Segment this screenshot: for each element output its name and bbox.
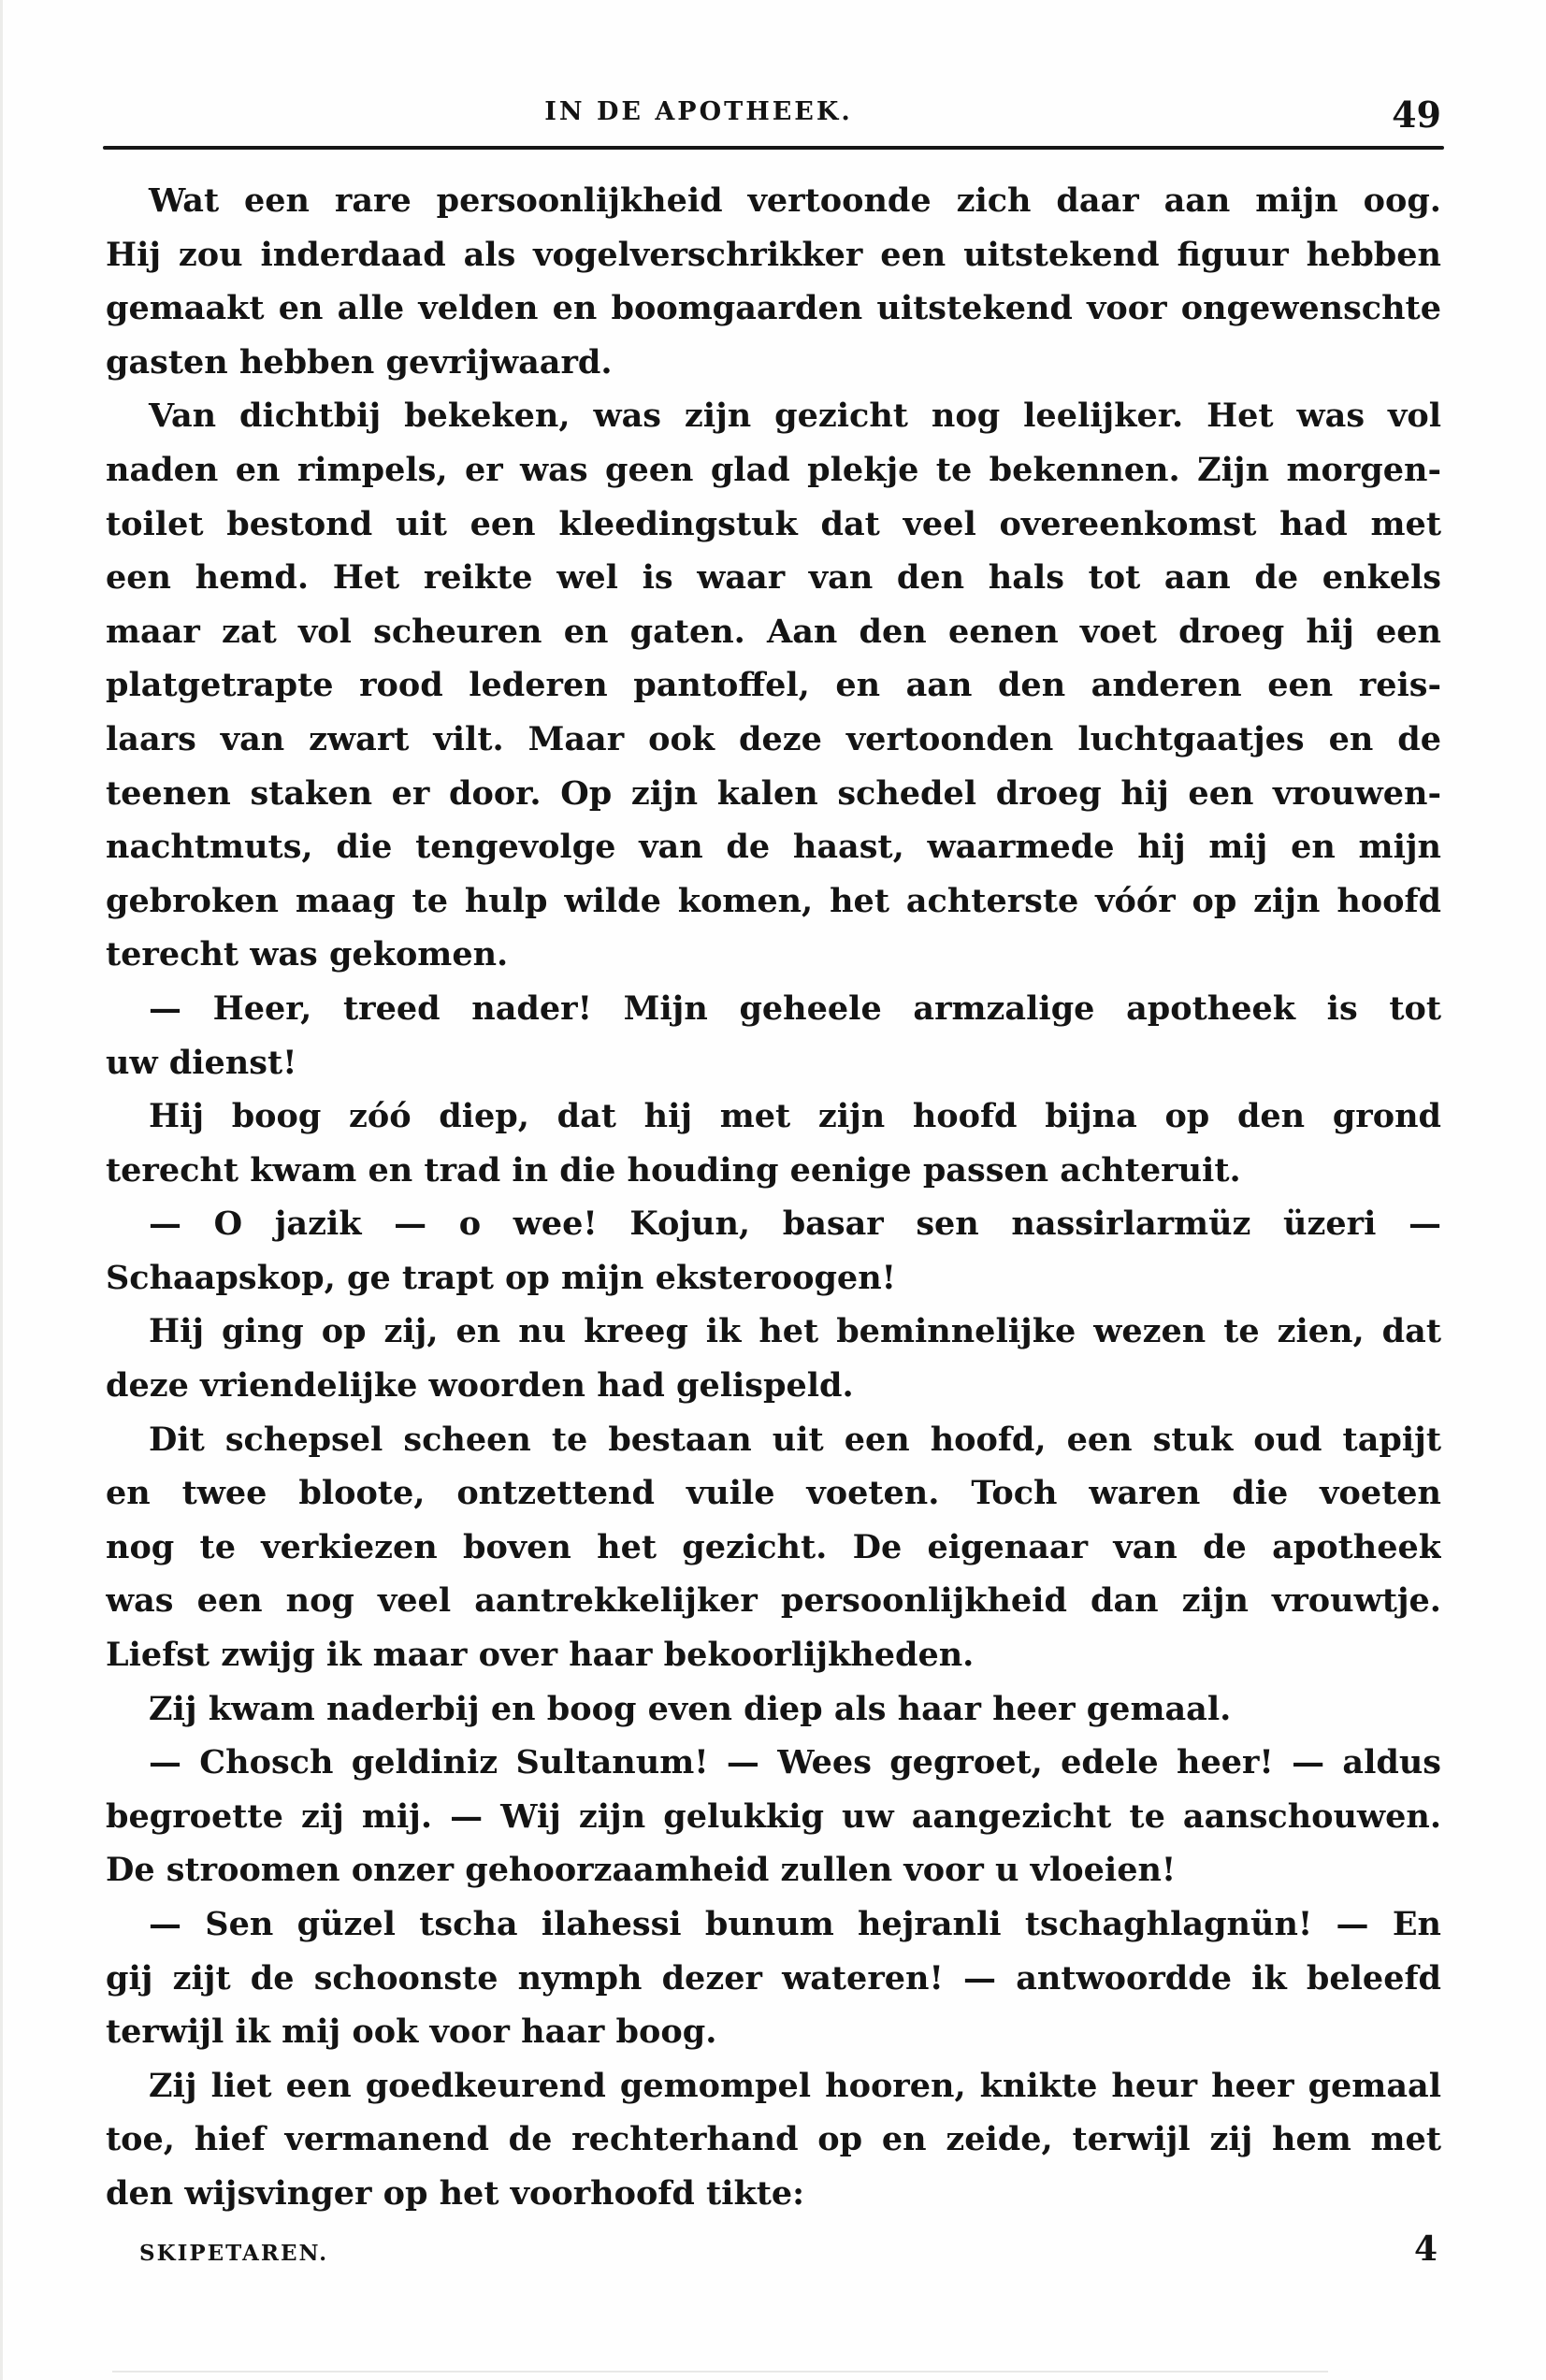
paragraph <box>106 1305 1441 1412</box>
paragraph <box>106 1197 1441 1305</box>
text-line: maar zat vol scheuren en gaten. Aan den eenen voet droeg hij een <box>106 612 1441 651</box>
text-line: Van dichtbij bekeken, was zijn gezicht nog leelijker. Het was vol <box>149 397 1441 436</box>
text-line: Wat een rare persoonlijkheid vertoonde zich daar aan mijn oog. <box>149 181 1441 220</box>
text-line: — Sen güzel tscha ilahessi bunum hejranli tschaghlagnün! — En <box>149 1905 1441 1943</box>
text-line: Schaapskop, ge trapt op mijn eksteroogen! <box>106 1258 897 1297</box>
text-line: gemaakt en alle velden en boomgaarden uitstekend voor ongewenschte <box>106 289 1441 328</box>
text-line: gij zijt de schoonste nymph dezer wateren! — antwoordde ik beleefd <box>106 1958 1441 1998</box>
text-line: Zij kwam naderbij en boog even diep als haar heer gemaal. <box>149 1689 1232 1728</box>
text-line: gasten hebben gevrijwaard. <box>106 342 613 382</box>
text-line: gebroken maag te hulp wilde komen, het achterste vóór op zijn hoofd <box>106 881 1441 920</box>
text-line: deze vriendelijke woorden had gelispeld. <box>106 1366 854 1406</box>
text-line: Hij ging op zij, en nu kreeg ik het beminnelijke wezen te zien, dat <box>149 1312 1441 1351</box>
text-line: Dit schepsel scheen te bestaan uit een hoofd, een stuk oud tapijt <box>149 1420 1441 1459</box>
page-footer <box>106 2229 1441 2276</box>
text-line: Zij liet een goedkeurend gemompel hooren, knikte heur heer gemaal <box>149 2066 1441 2105</box>
paragraph <box>106 1897 1441 2059</box>
text-line: nog te verkiezen boven het gezicht. De eigenaar van de apotheek <box>106 1527 1441 1566</box>
text-line: Hij boog zóó diep, dat hij met zijn hoofd bijna op den grond <box>149 1097 1441 1136</box>
text-line: begroette zij mij. — Wij zijn gelukkig uw aangezicht te aanschouwen. <box>106 1796 1441 1836</box>
paragraph <box>106 982 1441 1089</box>
signature-mark: SKIPETAREN. <box>139 2241 329 2266</box>
text-line: naden en rimpels, er was geen glad plekje te bekennen. Zijn morgen- <box>106 450 1441 489</box>
scan-edge-artifact-left <box>0 0 3 2380</box>
text-line: terecht was gekomen. <box>106 935 509 974</box>
text-line: uw dienst! <box>106 1043 297 1082</box>
text-line: toilet bestond uit een kleedingstuk dat veel overeenkomst had met <box>106 504 1441 543</box>
text-line: De stroomen onzer gehoorzaamheid zullen voor u vloeien! <box>106 1851 1177 1890</box>
paragraph <box>106 2059 1441 2221</box>
text-line: Liefst zwijg ik maar over haar bekoorlijkheden. <box>106 1636 975 1675</box>
page-body <box>106 174 1441 2221</box>
text-line: teenen staken er door. Op zijn kalen schedel droeg hij een vrouwen- <box>106 773 1441 813</box>
paragraph <box>106 1736 1441 1897</box>
paragraph <box>106 1682 1441 1737</box>
page-header <box>106 94 1441 137</box>
text-line: was een nog veel aantrekkelijker persoonlijkheid dan zijn vrouwtje. <box>106 1581 1441 1621</box>
text-line: toe, hief vermanend de rechterhand op en zeide, terwijl zij hem met <box>106 2120 1441 2159</box>
text-line: platgetrapte rood lederen pantoffel, en aan den anderen een reis- <box>106 666 1441 705</box>
text-line: laars van zwart vilt. Maar ook deze vertoonden luchtgaatjes en de <box>106 719 1441 758</box>
text-line: en twee bloote, ontzettend vuile voeten. Toch waren die voeten <box>106 1474 1441 1513</box>
paragraph <box>106 389 1441 982</box>
text-line: — Chosch geldiniz Sultanum! — Wees gegroet, edele heer! — aldus <box>149 1743 1441 1782</box>
paragraph <box>106 174 1441 389</box>
header-rule-divider <box>103 146 1444 150</box>
text-line: terecht kwam en trad in die houding eenige passen achteruit. <box>106 1150 1241 1190</box>
signature-sheet-number: 4 <box>1413 2229 1438 2269</box>
running-title: IN DE APOTHEEK. <box>544 97 853 126</box>
scan-edge-artifact-bottom <box>112 2371 1328 2373</box>
paragraph <box>106 1089 1441 1197</box>
text-line: een hemd. Het reikte wel is waar van den hals tot aan de enkels <box>106 558 1441 598</box>
text-line: — Heer, treed nader! Mijn geheele armzalige apotheek is tot <box>149 988 1441 1028</box>
text-line: Hij zou inderdaad als vogelverschrikker een uitstekend figuur hebben <box>106 235 1441 274</box>
text-line: terwijl ik mij ook voor haar boog. <box>106 2012 717 2052</box>
text-line: den wijsvinger op het voorhoofd tikte: <box>106 2173 805 2213</box>
paragraph <box>106 1413 1441 1682</box>
text-line: — O jazik — o wee! Kojun, basar sen nassirlarmüz üzeri — <box>149 1204 1441 1244</box>
page-number: 49 <box>1392 94 1441 136</box>
text-line: nachtmuts, die tengevolge van de haast, waarmede hij mij en mijn <box>106 828 1441 867</box>
